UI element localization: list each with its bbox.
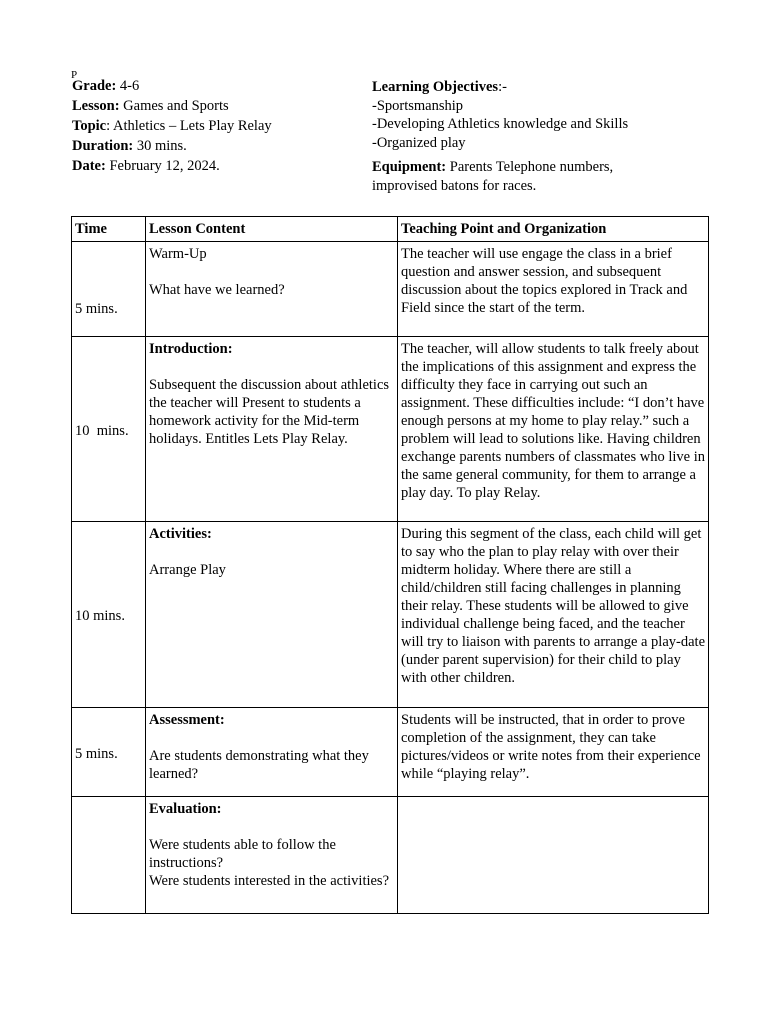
date-label: Date: [72,158,106,174]
date-line [72,156,352,176]
objectives-label: Learning Objectives [372,79,499,95]
duration-line [72,136,352,156]
teaching-text: The teacher will use engage the class in a brief question and answer session, and subsequent discussion about the topics explored in Track and Field since the start of the term. [401,246,688,316]
time-cell [72,708,146,797]
content-body: Subsequent the discussion about athletics the teacher will Present to students a homework activity for the Mid-term holidays. Entitles Lets Play Relay. [149,377,390,447]
equipment-label: Equipment: [372,159,447,175]
table-header-row [72,217,709,242]
lesson-line [72,96,352,116]
teaching-cell [398,708,709,797]
time-value: 10 mins. [75,608,125,624]
lesson-value: Games and Sports [123,98,229,114]
table-row [72,708,709,797]
column-header-time: Time [72,217,146,242]
grade-line [72,76,352,96]
teaching-text: The teacher, will allow students to talk freely about the implications of this assignment and express the difficulty they face in carrying out such an assignment. These difficulties include: “I don’t have enough persons at my home to play relay.” such a problem will lead to solutions like. Having children exchange parents numbers of classmates who live in the same general community, for them to arrange a play day. To play Relay. [401,341,706,501]
column-header-teaching: Teaching Point and Organization [398,217,709,242]
time-value: 5 mins. [75,300,118,317]
content-cell [146,337,398,522]
time-cell [72,337,146,522]
teaching-cell [398,337,709,522]
date-value: February 12, 2024. [109,158,220,174]
teaching-text: During this segment of the class, each child will get to say who the plan to play relay with over their midterm holiday. Where there are still a child/children still facing challenges in planning their relay. These students will be allowed to give individual challenge being faced, and the teacher will try to liaison with parents to arrange a play-date (under parent supervision) for their child to play with other children. [401,526,706,686]
objectives-suffix: :- [498,79,507,95]
content-cell [146,242,398,337]
objectives-heading [372,78,672,97]
time-cell [72,242,146,337]
equipment-line [372,158,672,177]
objectives-block [372,78,672,195]
lesson-plan-table [71,216,709,914]
table-row [72,522,709,708]
topic-label: Topic [72,118,107,134]
column-header-content: Lesson Content [146,217,398,242]
topic-value: : Athletics – Lets Play Relay [106,118,272,134]
content-title: Warm-Up [149,246,207,262]
teaching-cell [398,522,709,708]
content-title: Evaluation: [149,801,222,817]
teaching-cell [398,797,709,914]
table-row [72,797,709,914]
stray-mark: P [71,69,78,81]
teaching-text: Students will be instructed, that in order to prove completion of the assignment, they can take pictures/videos or write notes from their experience while “playing relay”. [401,712,701,782]
duration-value: 30 mins. [136,138,187,154]
table-row [72,242,709,337]
grade-label: Grade: [72,78,117,94]
content-body: Are students demonstrating what they learned? [149,748,369,782]
content-body: What have we learned? [149,282,285,298]
time-cell [72,797,146,914]
content-body-line: Were students interested in the activities? [149,873,390,889]
time-value: 5 mins. [75,745,118,762]
objective-item: -Developing Athletics knowledge and Skills [372,116,629,132]
content-cell [146,797,398,914]
content-title: Assessment: [149,712,225,728]
lesson-info [72,76,352,176]
equipment-line-2: improvised batons for races. [372,177,537,194]
lesson-label: Lesson: [72,98,120,114]
objective-item: -Organized play [372,134,466,151]
teaching-cell [398,242,709,337]
time-value: 10 mins. [75,422,129,439]
duration-label: Duration: [72,138,134,154]
equipment-value: Parents Telephone numbers, [449,159,614,175]
time-cell [72,522,146,708]
content-cell [146,522,398,708]
topic-line [72,116,352,136]
content-cell [146,708,398,797]
grade-value: 4-6 [119,78,140,94]
table-row [72,337,709,522]
content-title: Activities: [149,526,212,542]
objective-item: -Sportsmanship [372,97,464,114]
content-body: Arrange Play [149,562,226,578]
content-body-line: Were students able to follow the instructions? [149,837,336,871]
content-title: Introduction: [149,341,233,357]
